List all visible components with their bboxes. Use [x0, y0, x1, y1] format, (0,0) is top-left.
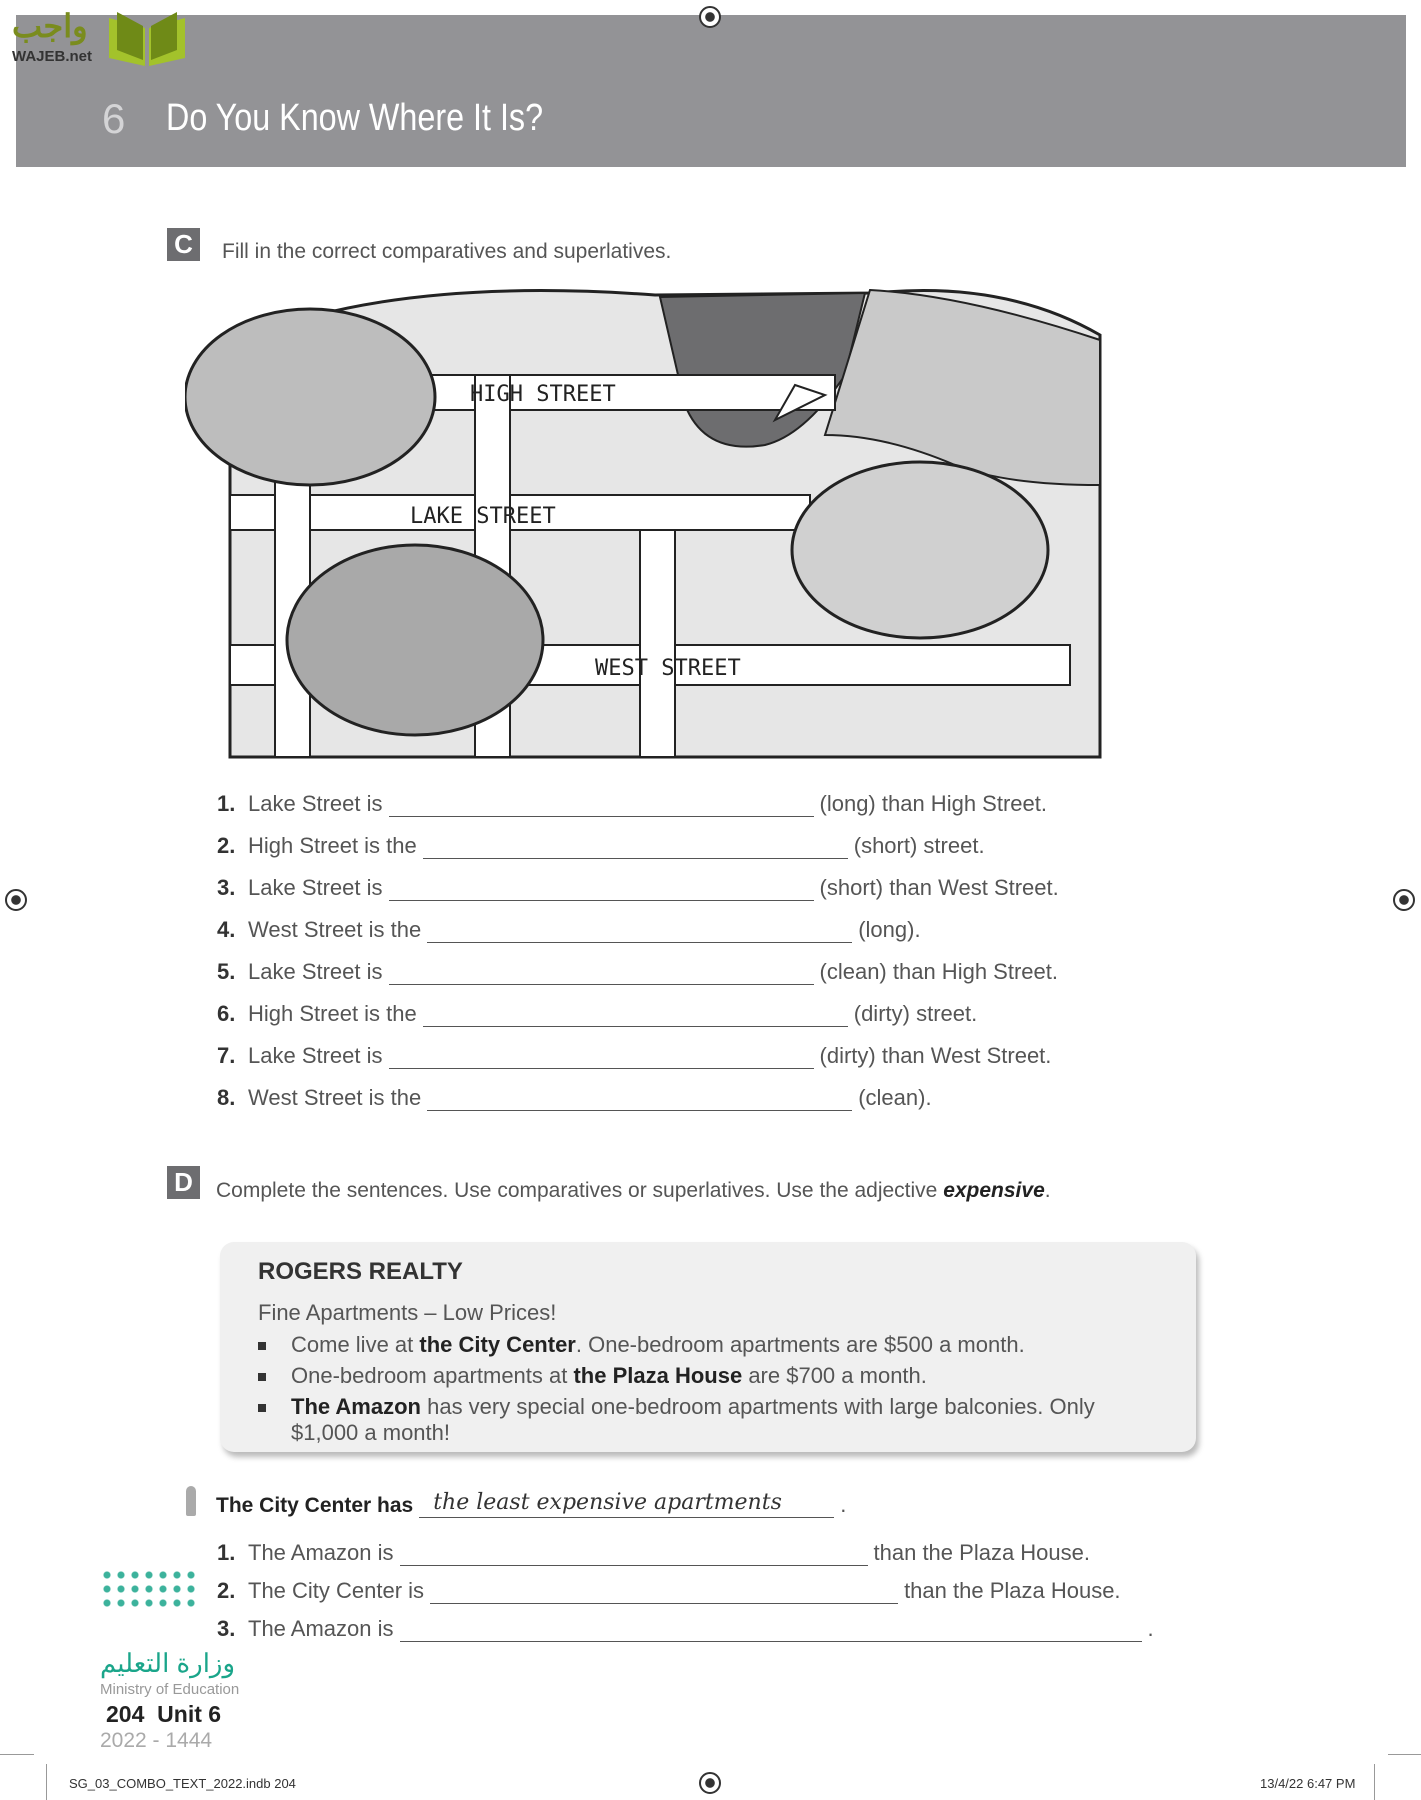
question-row: 6. High Street is the (dirty) street.	[217, 1001, 978, 1026]
answer-blank[interactable]	[389, 797, 814, 817]
lightbulb-icon	[186, 1486, 196, 1516]
question-row: 2. High Street is the (short) street.	[217, 833, 985, 858]
lake-street-label: LAKE STREET	[410, 504, 556, 529]
ministry-logo-dots	[100, 1568, 200, 1613]
answer-blank[interactable]	[389, 965, 814, 985]
answer-blank[interactable]	[389, 881, 814, 901]
answer-blank[interactable]	[400, 1622, 1142, 1642]
ad-item: One-bedroom apartments at the Plaza House are $700 a month.	[258, 1363, 1158, 1389]
ministry-arabic: وزارة التعليم	[100, 1648, 236, 1678]
answer-blank[interactable]	[430, 1584, 898, 1604]
crop-mark	[46, 1764, 47, 1800]
question-row: 1. Lake Street is (long) than High Street.	[217, 791, 1047, 816]
crop-mark	[1388, 1754, 1421, 1755]
high-street-label: HIGH STREET	[470, 382, 616, 407]
question-row: 4. West Street is the (long).	[217, 917, 921, 942]
footer-filename: SG_03_COMBO_TEXT_2022.indb 204	[69, 1776, 296, 1791]
ad-subtitle: Fine Apartments – Low Prices!	[258, 1300, 557, 1325]
question-row: 5. Lake Street is (clean) than High Street.	[217, 959, 1058, 984]
registration-mark-icon	[1393, 889, 1415, 911]
question-row: 1. The Amazon is than the Plaza House.	[217, 1540, 1090, 1565]
ad-title: ROGERS REALTY	[258, 1258, 463, 1285]
book-icon	[107, 8, 187, 68]
section-d-questions	[217, 1528, 1154, 1642]
ministry-year: 2022 - 1444	[100, 1729, 213, 1752]
wajeb-logo: واجب WAJEB.net	[12, 8, 192, 68]
rogers-realty-ad	[220, 1242, 1196, 1452]
west-street-scene	[792, 462, 1048, 638]
answer-blank[interactable]	[423, 1007, 848, 1027]
page-number: 204 Unit 6	[106, 1701, 222, 1727]
question-row: 7. Lake Street is (dirty) than West Street.	[217, 1043, 1052, 1068]
crop-mark	[0, 1754, 34, 1755]
answer-blank[interactable]	[389, 1049, 814, 1069]
section-d-badge: D	[167, 1166, 200, 1199]
ministry-english: Ministry of Education	[100, 1681, 240, 1698]
section-c-questions	[217, 775, 1059, 1111]
section-d-instruction: Complete the sentences. Use comparatives or superlatives. Use the adjective expensive.	[216, 1179, 1051, 1202]
unit-number: 6	[102, 95, 126, 142]
answer-blank[interactable]	[423, 839, 848, 859]
footer-date: 13/4/22 6:47 PM	[1260, 1776, 1356, 1791]
high-street-scene	[185, 309, 435, 485]
lake-street-scene	[287, 545, 543, 735]
registration-mark-icon	[5, 889, 27, 911]
question-row: 3. The Amazon is .	[217, 1616, 1154, 1641]
question-row: 2. The City Center is than the Plaza House.	[217, 1578, 1121, 1603]
crop-mark	[1374, 1764, 1375, 1800]
section-c-badge: C	[167, 228, 200, 261]
section-c-instruction: Fill in the correct comparatives and superlatives.	[222, 240, 672, 263]
question-row: 8. West Street is the (clean).	[217, 1085, 932, 1110]
ad-item: Come live at the City Center. One-bedroom apartments are $500 a month.	[258, 1332, 1158, 1358]
answer-blank[interactable]	[427, 923, 852, 943]
answer-blank[interactable]	[427, 1091, 852, 1111]
answer-blank[interactable]	[400, 1546, 868, 1566]
registration-mark-icon	[699, 6, 721, 28]
example-sentence: The City Center has the least expensive apartments .	[216, 1490, 847, 1517]
example-answer: the least expensive apartments	[419, 1490, 834, 1518]
unit-header-banner	[16, 15, 1406, 167]
street-map-illustration	[185, 285, 1105, 760]
page-title: Do You Know Where It Is?	[166, 97, 544, 139]
question-row: 3. Lake Street is (short) than West Street.	[217, 875, 1059, 900]
registration-mark-icon	[699, 1772, 721, 1794]
ad-item: The Amazon has very special one-bedroom apartments with large balconies. Only $1,000 a month!	[258, 1394, 1158, 1446]
west-street-label: WEST STREET	[595, 656, 741, 681]
